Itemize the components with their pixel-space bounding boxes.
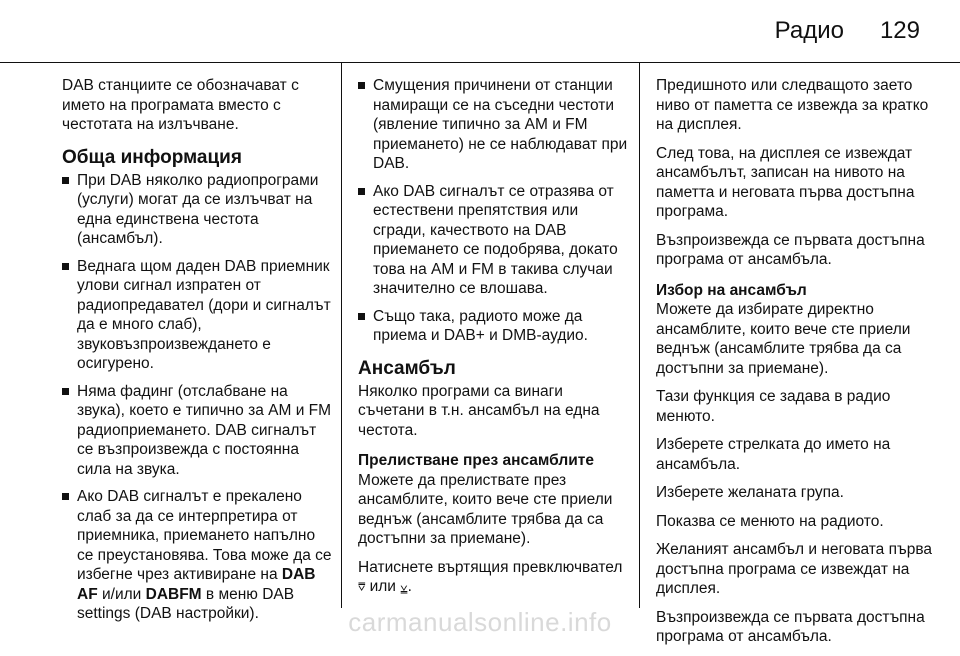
ensemble-paragraph: Няколко програми са винаги съчетани в т.н. ансамбъл на една честота. bbox=[358, 382, 600, 439]
menu-term-dab-af: DAB AF bbox=[77, 566, 316, 603]
browse-paragraph: Можете да прелиствате през ансамблите, които вече сте приели веднъж (ансамблите трябва да са достъпни за приемане). bbox=[358, 471, 613, 547]
menu-term-dabfm: DABFM bbox=[145, 585, 202, 603]
paragraph: След това, на дисплея се извеждат ансамбълът, записан на нивото на паметта и неговата първа достъпна програма. bbox=[656, 144, 915, 220]
list-item: Смущения причинени от станции намиращи се на съседни честоти (явление типично за AM и FM приемането) не се наблюдават при DAB. bbox=[358, 76, 628, 174]
list-item-text: в меню DAB settings (DAB настройки). bbox=[77, 585, 295, 622]
paragraph: Желаният ансамбъл и неговата първа достъпна програма се извеждат на дисплея. bbox=[656, 541, 932, 597]
column-left bbox=[62, 76, 334, 632]
press-instruction: Натиснете въртящия превключвател ⩢ или ⩣. bbox=[358, 558, 623, 595]
paragraph: Възпроизвежда се първата достъпна програма от ансамбъла. bbox=[656, 231, 925, 268]
list-item-text: и/или bbox=[97, 585, 146, 603]
list-item: При DAB няколко радиопрограми (услуги) могат да се излъчват на една единствена честота (ансамбъл). bbox=[62, 171, 334, 249]
paragraph: Изберете стрелката до името на ансамбъла. bbox=[656, 436, 891, 473]
section-heading-general: Обща информация bbox=[62, 146, 242, 168]
general-info-list bbox=[62, 171, 334, 624]
page-number: 129 bbox=[879, 17, 920, 44]
paragraph: Предишното или следващото заето ниво от паметта се извежда за кратко на дисплея. bbox=[656, 77, 929, 133]
section-heading-ensemble: Ансамбъл bbox=[358, 357, 456, 379]
header-rule bbox=[0, 62, 960, 63]
paragraph: Тази функция се задава в радио менюто. bbox=[656, 388, 891, 425]
column-divider bbox=[639, 63, 640, 608]
list-item: Няма фадинг (отслабване на звука), което е типично за AM и FM радиоприемането. DAB сигналът се възпроизвежда с постоянна сила на звука. bbox=[62, 382, 334, 480]
page-title: Радио bbox=[774, 17, 844, 44]
column-middle bbox=[358, 76, 628, 607]
paragraph: Възпроизвежда се първата достъпна програма от ансамбъла. bbox=[656, 608, 925, 645]
subheading-select-ensemble: Избор на ансамбъл bbox=[656, 281, 807, 299]
watermark: carmanualsonline.info bbox=[348, 607, 612, 637]
paragraph: Изберете желаната група. bbox=[656, 484, 844, 501]
intro-paragraph: DAB станциите се обозначават с името на програмата вместо с честотата на излъчване. bbox=[62, 77, 299, 133]
column-right bbox=[656, 76, 938, 656]
list-item: Ако DAB сигналът се отразява от естествени препятствия или сгради, качеството на DAB приемането се подобрява, докато това на AM и FM в такива случаи значително се влошава. bbox=[358, 182, 628, 299]
list-item: Също така, радиото може да приема и DAB+ и DMB-аудио. bbox=[358, 307, 628, 346]
list-item-text: Ако DAB сигналът е прекалено слаб за да се интерпретира от приемника, приемането напълно се преустановява. Това може да се избегне чрез активиране на bbox=[77, 488, 332, 583]
rotary-left-icon: ⩢ bbox=[358, 580, 366, 594]
column-divider bbox=[341, 63, 342, 608]
list-item: Веднага щом даден DAB приемник улови сигнал изпратен от радиопредавател (дори и сигналът да е много слаб), звуковъзпроизвеждането е осигурено. bbox=[62, 257, 334, 374]
dab-advantages-list bbox=[358, 76, 628, 346]
rotary-right-icon: ⩣ bbox=[400, 580, 408, 594]
page-header bbox=[0, 0, 960, 62]
list-item bbox=[62, 487, 334, 624]
paragraph: Можете да избирате директно ансамблите, които вече сте приели веднъж (ансамблите трябва да са достъпни за приемане). bbox=[656, 301, 911, 377]
paragraph: Показва се менюто на радиото. bbox=[656, 512, 884, 530]
subheading-browse-ensembles: Прелистване през ансамблите bbox=[358, 452, 594, 469]
